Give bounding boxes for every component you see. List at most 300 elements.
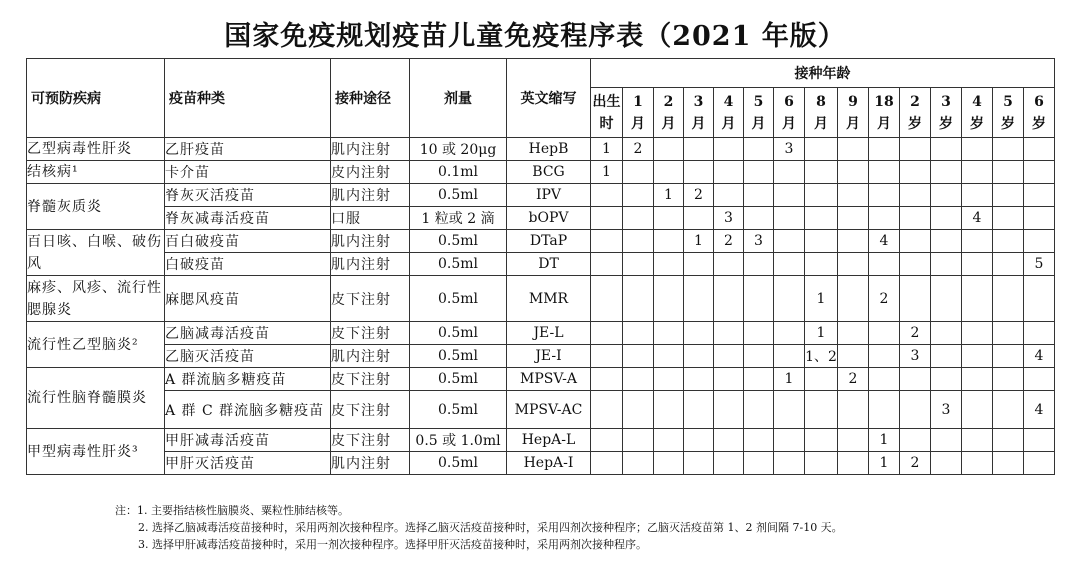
route-cell: 皮内注射 bbox=[331, 161, 410, 184]
table-row bbox=[27, 276, 1055, 322]
dose-schedule-cell: 3 bbox=[774, 138, 805, 161]
vaccine-cell: 麻腮风疫苗 bbox=[165, 276, 331, 322]
disease-cell: 百日咳、白喉、破伤风 bbox=[27, 230, 165, 276]
dose-schedule-cell bbox=[744, 429, 774, 452]
dose-schedule-cell bbox=[591, 276, 623, 322]
dose-schedule-cell bbox=[744, 345, 774, 368]
header-age-9 bbox=[869, 88, 900, 138]
dose-schedule-cell bbox=[962, 452, 993, 475]
dose-schedule-cell bbox=[900, 276, 931, 322]
dose-schedule-cell bbox=[838, 322, 869, 345]
footnote-2: 2. 选择乙脑减毒活疫苗接种时，采用两剂次接种程序。选择乙脑灭活疫苗接种时，采用四剂次接种程序；乙脑灭活疫苗第 1、2 剂间隔 7-10 天。 bbox=[138, 521, 843, 534]
dose-schedule-cell bbox=[654, 452, 684, 475]
route-cell: 皮下注射 bbox=[331, 368, 410, 391]
route-cell: 肌内注射 bbox=[331, 253, 410, 276]
dose-schedule-cell bbox=[962, 429, 993, 452]
disease-cell: 流行性脑脊髓膜炎 bbox=[27, 368, 165, 429]
dose-schedule-cell bbox=[623, 161, 654, 184]
dose-schedule-cell bbox=[654, 345, 684, 368]
age-unit: 岁 bbox=[908, 115, 922, 132]
dose-schedule-cell: 2 bbox=[684, 184, 714, 207]
dose-schedule-cell bbox=[962, 138, 993, 161]
route-cell: 皮下注射 bbox=[331, 276, 410, 322]
dose-schedule-cell bbox=[838, 276, 869, 322]
header-age-group: 接种年龄 bbox=[591, 59, 1055, 88]
header-age-1 bbox=[623, 88, 654, 138]
header-age-6 bbox=[774, 88, 805, 138]
dose-cell: 0.5ml bbox=[410, 322, 507, 345]
dose-schedule-cell bbox=[684, 429, 714, 452]
disease-cell: 流行性乙型脑炎² bbox=[27, 322, 165, 368]
dose-schedule-cell bbox=[714, 184, 744, 207]
dose-schedule-cell bbox=[931, 345, 962, 368]
dose-schedule-cell bbox=[774, 322, 805, 345]
dose-schedule-cell bbox=[684, 345, 714, 368]
route-cell: 肌内注射 bbox=[331, 345, 410, 368]
disease-cell: 结核病¹ bbox=[27, 161, 165, 184]
table-row bbox=[27, 345, 1055, 368]
footnote-1: 注：1. 主要指结核性脑膜炎、粟粒性肺结核等。 bbox=[115, 504, 349, 517]
dose-schedule-cell bbox=[993, 138, 1024, 161]
dose-schedule-cell bbox=[744, 368, 774, 391]
dose-schedule-cell bbox=[654, 253, 684, 276]
dose-schedule-cell bbox=[900, 429, 931, 452]
age-value: 6 bbox=[1034, 93, 1044, 110]
dose-schedule-cell bbox=[684, 322, 714, 345]
dose-schedule-cell bbox=[591, 345, 623, 368]
dose-cell: 0.5ml bbox=[410, 391, 507, 429]
table-row bbox=[27, 207, 1055, 230]
dose-schedule-cell: 3 bbox=[931, 391, 962, 429]
dose-schedule-cell bbox=[869, 391, 900, 429]
dose-schedule-cell bbox=[900, 391, 931, 429]
dose-schedule-cell bbox=[869, 138, 900, 161]
header-vaccine: 疫苗种类 bbox=[165, 59, 331, 138]
dose-schedule-cell bbox=[805, 184, 838, 207]
dose-schedule-cell bbox=[900, 368, 931, 391]
route-cell: 肌内注射 bbox=[331, 452, 410, 475]
dose-schedule-cell bbox=[744, 207, 774, 230]
dose-schedule-cell bbox=[684, 253, 714, 276]
dose-cell: 0.5ml bbox=[410, 452, 507, 475]
dose-schedule-cell bbox=[869, 368, 900, 391]
header-age-13 bbox=[993, 88, 1024, 138]
dose-schedule-cell bbox=[684, 276, 714, 322]
vaccine-cell: 乙脑灭活疫苗 bbox=[165, 345, 331, 368]
dose-schedule-cell: 3 bbox=[744, 230, 774, 253]
dose-schedule-cell bbox=[591, 368, 623, 391]
disease-cell: 乙型病毒性肝炎 bbox=[27, 138, 165, 161]
dose-schedule-cell: 2 bbox=[714, 230, 744, 253]
dose-schedule-cell bbox=[623, 184, 654, 207]
dose-schedule-cell bbox=[623, 230, 654, 253]
table-row bbox=[27, 138, 1055, 161]
abbr-cell: bOPV bbox=[507, 207, 591, 230]
header-age-7 bbox=[805, 88, 838, 138]
dose-schedule-cell bbox=[838, 429, 869, 452]
age-unit: 月 bbox=[846, 115, 860, 132]
age-unit: 时 bbox=[599, 115, 614, 132]
dose-schedule-cell bbox=[654, 230, 684, 253]
dose-schedule-cell bbox=[591, 253, 623, 276]
dose-schedule-cell bbox=[654, 207, 684, 230]
dose-schedule-cell bbox=[993, 368, 1024, 391]
header-age-4 bbox=[714, 88, 744, 138]
dose-schedule-cell bbox=[654, 276, 684, 322]
dose-schedule-cell bbox=[993, 322, 1024, 345]
dose-schedule-cell bbox=[962, 230, 993, 253]
dose-schedule-cell: 4 bbox=[962, 207, 993, 230]
dose-schedule-cell bbox=[838, 161, 869, 184]
dose-cell: 0.5ml bbox=[410, 230, 507, 253]
age-unit: 月 bbox=[691, 115, 706, 132]
age-value: 6 bbox=[784, 93, 794, 110]
page-title: 国家免疫规划疫苗儿童免疫程序表（2021 年版） bbox=[224, 21, 846, 52]
dose-schedule-cell bbox=[1024, 276, 1055, 322]
dose-schedule-cell bbox=[805, 368, 838, 391]
dose-schedule-cell bbox=[591, 429, 623, 452]
dose-schedule-cell bbox=[714, 322, 744, 345]
dose-schedule-cell bbox=[993, 253, 1024, 276]
age-value: 5 bbox=[753, 93, 764, 110]
vaccine-cell: 卡介苗 bbox=[165, 161, 331, 184]
age-unit: 岁 bbox=[939, 115, 953, 132]
dose-schedule-cell bbox=[838, 452, 869, 475]
dose-schedule-cell bbox=[805, 138, 838, 161]
dose-schedule-cell bbox=[805, 161, 838, 184]
dose-schedule-cell bbox=[623, 368, 654, 391]
header-age-0 bbox=[591, 88, 623, 138]
abbr-cell: MMR bbox=[507, 276, 591, 322]
table-row bbox=[27, 368, 1055, 391]
dose-schedule-cell bbox=[591, 184, 623, 207]
dose-schedule-cell bbox=[744, 276, 774, 322]
dose-schedule-cell bbox=[931, 138, 962, 161]
dose-schedule-cell bbox=[805, 452, 838, 475]
vaccine-cell: A 群流脑多糖疫苗 bbox=[165, 368, 331, 391]
dose-schedule-cell bbox=[714, 161, 744, 184]
dose-schedule-cell bbox=[654, 391, 684, 429]
route-cell: 肌内注射 bbox=[331, 138, 410, 161]
dose-schedule-cell bbox=[869, 345, 900, 368]
dose-schedule-cell bbox=[931, 184, 962, 207]
dose-schedule-cell bbox=[623, 429, 654, 452]
dose-schedule-cell bbox=[654, 429, 684, 452]
dose-schedule-cell bbox=[591, 322, 623, 345]
header-route: 接种途径 bbox=[331, 59, 410, 138]
dose-schedule-cell bbox=[962, 345, 993, 368]
age-unit: 岁 bbox=[970, 115, 984, 132]
age-value: 5 bbox=[1003, 93, 1013, 110]
dose-schedule-cell: 4 bbox=[1024, 345, 1055, 368]
dose-schedule-cell bbox=[962, 161, 993, 184]
dose-schedule-cell bbox=[774, 391, 805, 429]
dose-schedule-cell: 1 bbox=[869, 452, 900, 475]
dose-schedule-cell bbox=[623, 253, 654, 276]
dose-schedule-cell: 5 bbox=[1024, 253, 1055, 276]
dose-schedule-cell bbox=[591, 452, 623, 475]
disease-cell: 脊髓灰质炎 bbox=[27, 184, 165, 230]
age-value: 1 bbox=[633, 93, 643, 110]
header-abbr: 英文缩写 bbox=[507, 59, 591, 138]
dose-schedule-cell bbox=[1024, 322, 1055, 345]
dose-schedule-cell bbox=[654, 161, 684, 184]
table-row bbox=[27, 322, 1055, 345]
dose-schedule-cell: 1 bbox=[684, 230, 714, 253]
dose-schedule-cell bbox=[714, 368, 744, 391]
dose-cell: 0.5ml bbox=[410, 368, 507, 391]
dose-schedule-cell bbox=[838, 207, 869, 230]
route-cell: 皮下注射 bbox=[331, 429, 410, 452]
dose-schedule-cell bbox=[591, 207, 623, 230]
dose-schedule-cell bbox=[838, 253, 869, 276]
dose-schedule-cell bbox=[993, 345, 1024, 368]
dose-schedule-cell bbox=[993, 276, 1024, 322]
route-cell: 肌内注射 bbox=[331, 230, 410, 253]
dose-schedule-cell bbox=[684, 161, 714, 184]
table-row bbox=[27, 253, 1055, 276]
dose-schedule-cell bbox=[931, 253, 962, 276]
dose-schedule-cell bbox=[774, 276, 805, 322]
vaccine-cell: A 群 C 群流脑多糖疫苗 bbox=[165, 391, 331, 429]
dose-schedule-cell bbox=[931, 161, 962, 184]
dose-schedule-cell: 1 bbox=[805, 276, 838, 322]
abbr-cell: HepB bbox=[507, 138, 591, 161]
dose-schedule-cell: 3 bbox=[900, 345, 931, 368]
age-value: 4 bbox=[972, 93, 982, 110]
table-row bbox=[27, 161, 1055, 184]
abbr-cell: JE-I bbox=[507, 345, 591, 368]
dose-schedule-cell bbox=[591, 230, 623, 253]
dose-schedule-cell: 2 bbox=[838, 368, 869, 391]
dose-cell: 10 或 20μg bbox=[410, 138, 507, 161]
dose-schedule-cell bbox=[774, 161, 805, 184]
header-age-14 bbox=[1024, 88, 1055, 138]
dose-schedule-cell: 2 bbox=[623, 138, 654, 161]
dose-schedule-cell: 1 bbox=[774, 368, 805, 391]
header-disease: 可预防疾病 bbox=[27, 59, 165, 138]
dose-schedule-cell bbox=[623, 322, 654, 345]
dose-schedule-cell bbox=[838, 184, 869, 207]
disease-cell: 甲型病毒性肝炎³ bbox=[27, 429, 165, 475]
dose-schedule-cell bbox=[962, 253, 993, 276]
header-dose: 剂量 bbox=[410, 59, 507, 138]
dose-schedule-cell bbox=[623, 276, 654, 322]
dose-schedule-cell bbox=[744, 253, 774, 276]
dose-schedule-cell bbox=[805, 230, 838, 253]
route-cell: 口服 bbox=[331, 207, 410, 230]
dose-schedule-cell bbox=[993, 184, 1024, 207]
dose-schedule-cell bbox=[744, 184, 774, 207]
dose-schedule-cell bbox=[805, 207, 838, 230]
table-row bbox=[27, 391, 1055, 429]
dose-schedule-cell: 1 bbox=[805, 322, 838, 345]
header-age-3 bbox=[684, 88, 714, 138]
vaccine-cell: 白破疫苗 bbox=[165, 253, 331, 276]
dose-schedule-cell bbox=[1024, 161, 1055, 184]
header-age-10 bbox=[900, 88, 931, 138]
disease-cell: 麻疹、风疹、流行性腮腺炎 bbox=[27, 276, 165, 322]
age-unit: 岁 bbox=[1001, 115, 1015, 132]
dose-cell: 0.5ml bbox=[410, 345, 507, 368]
age-value: 9 bbox=[848, 93, 858, 110]
dose-schedule-cell bbox=[805, 253, 838, 276]
dose-schedule-cell bbox=[774, 253, 805, 276]
footnotes bbox=[115, 502, 843, 553]
dose-schedule-cell bbox=[805, 429, 838, 452]
dose-schedule-cell bbox=[1024, 138, 1055, 161]
dose-schedule-cell bbox=[744, 452, 774, 475]
dose-schedule-cell: 1 bbox=[869, 429, 900, 452]
dose-schedule-cell: 1 bbox=[591, 161, 623, 184]
dose-schedule-cell bbox=[654, 368, 684, 391]
route-cell: 皮下注射 bbox=[331, 391, 410, 429]
dose-schedule-cell bbox=[774, 452, 805, 475]
dose-schedule-cell bbox=[993, 429, 1024, 452]
dose-schedule-cell: 1 bbox=[591, 138, 623, 161]
abbr-cell: IPV bbox=[507, 184, 591, 207]
table-row bbox=[27, 230, 1055, 253]
dose-schedule-cell bbox=[1024, 230, 1055, 253]
dose-schedule-cell bbox=[1024, 452, 1055, 475]
dose-schedule-cell: 1 bbox=[654, 184, 684, 207]
age-unit: 月 bbox=[751, 115, 766, 132]
dose-schedule-cell bbox=[1024, 429, 1055, 452]
dose-schedule-cell bbox=[900, 207, 931, 230]
vaccine-cell: 脊灰减毒活疫苗 bbox=[165, 207, 331, 230]
dose-schedule-cell bbox=[993, 391, 1024, 429]
dose-schedule-cell bbox=[931, 452, 962, 475]
dose-schedule-cell bbox=[900, 138, 931, 161]
age-value: 4 bbox=[723, 93, 734, 110]
table-row bbox=[27, 452, 1055, 475]
age-unit: 月 bbox=[782, 115, 796, 132]
dose-cell: 0.5ml bbox=[410, 276, 507, 322]
dose-schedule-cell bbox=[774, 429, 805, 452]
dose-schedule-cell bbox=[774, 345, 805, 368]
dose-schedule-cell bbox=[1024, 368, 1055, 391]
vaccine-cell: 百白破疫苗 bbox=[165, 230, 331, 253]
dose-schedule-cell bbox=[1024, 207, 1055, 230]
age-unit: 月 bbox=[814, 115, 828, 132]
dose-schedule-cell bbox=[774, 207, 805, 230]
dose-schedule-cell bbox=[714, 276, 744, 322]
age-value: 2 bbox=[663, 93, 674, 110]
dose-schedule-cell bbox=[869, 161, 900, 184]
header-age-2 bbox=[654, 88, 684, 138]
dose-schedule-cell bbox=[993, 207, 1024, 230]
dose-schedule-cell bbox=[774, 184, 805, 207]
dose-cell: 0.1ml bbox=[410, 161, 507, 184]
route-cell: 肌内注射 bbox=[331, 184, 410, 207]
dose-schedule-cell: 3 bbox=[714, 207, 744, 230]
dose-schedule-cell bbox=[1024, 184, 1055, 207]
dose-schedule-cell bbox=[591, 391, 623, 429]
age-value: 2 bbox=[910, 93, 920, 110]
dose-schedule-cell bbox=[993, 161, 1024, 184]
vaccine-cell: 乙肝疫苗 bbox=[165, 138, 331, 161]
dose-schedule-cell: 2 bbox=[869, 276, 900, 322]
dose-schedule-cell bbox=[962, 184, 993, 207]
dose-schedule-cell bbox=[744, 161, 774, 184]
dose-schedule-cell bbox=[900, 253, 931, 276]
dose-schedule-cell bbox=[900, 230, 931, 253]
dose-schedule-cell bbox=[684, 138, 714, 161]
dose-cell: 0.5 或 1.0ml bbox=[410, 429, 507, 452]
dose-schedule-cell bbox=[869, 207, 900, 230]
age-unit: 岁 bbox=[1032, 115, 1046, 132]
dose-cell: 0.5ml bbox=[410, 184, 507, 207]
age-value: 18 bbox=[874, 93, 894, 110]
dose-schedule-cell bbox=[684, 391, 714, 429]
age-value: 8 bbox=[816, 93, 826, 110]
dose-schedule-cell bbox=[714, 253, 744, 276]
dose-cell: 0.5ml bbox=[410, 253, 507, 276]
dose-schedule-cell: 2 bbox=[900, 322, 931, 345]
abbr-cell: DT bbox=[507, 253, 591, 276]
dose-schedule-cell bbox=[714, 391, 744, 429]
dose-schedule-cell bbox=[623, 345, 654, 368]
abbr-cell: HepA-I bbox=[507, 452, 591, 475]
dose-schedule-cell bbox=[931, 207, 962, 230]
abbr-cell: DTaP bbox=[507, 230, 591, 253]
dose-schedule-cell bbox=[714, 345, 744, 368]
dose-schedule-cell bbox=[931, 322, 962, 345]
vaccine-cell: 脊灰灭活疫苗 bbox=[165, 184, 331, 207]
dose-schedule-cell bbox=[654, 322, 684, 345]
dose-schedule-cell bbox=[774, 230, 805, 253]
dose-schedule-cell bbox=[838, 391, 869, 429]
dose-schedule-cell bbox=[900, 184, 931, 207]
dose-schedule-cell bbox=[623, 207, 654, 230]
dose-schedule-cell bbox=[714, 138, 744, 161]
age-value: 3 bbox=[941, 93, 951, 110]
footnote-3: 3. 选择甲肝减毒活疫苗接种时，采用一剂次接种程序。选择甲肝灭活疫苗接种时，采用两剂次接种程序。 bbox=[138, 538, 647, 551]
abbr-cell: BCG bbox=[507, 161, 591, 184]
dose-schedule-cell bbox=[838, 138, 869, 161]
header-age-11 bbox=[931, 88, 962, 138]
dose-schedule-cell bbox=[623, 391, 654, 429]
dose-schedule-cell bbox=[744, 391, 774, 429]
age-value: 出生 bbox=[592, 93, 621, 110]
route-cell: 皮下注射 bbox=[331, 322, 410, 345]
dose-cell: 1 粒或 2 滴 bbox=[410, 207, 507, 230]
dose-schedule-cell bbox=[869, 322, 900, 345]
dose-schedule-cell bbox=[684, 368, 714, 391]
dose-schedule-cell bbox=[900, 161, 931, 184]
vaccine-cell: 甲肝减毒活疫苗 bbox=[165, 429, 331, 452]
abbr-cell: HepA-L bbox=[507, 429, 591, 452]
dose-schedule-cell bbox=[623, 452, 654, 475]
dose-schedule-cell bbox=[931, 230, 962, 253]
table-row bbox=[27, 429, 1055, 452]
dose-schedule-cell bbox=[931, 368, 962, 391]
dose-schedule-cell bbox=[931, 429, 962, 452]
dose-schedule-cell bbox=[684, 452, 714, 475]
age-unit: 月 bbox=[721, 115, 736, 132]
immunization-schedule-table bbox=[26, 58, 1055, 475]
dose-schedule-cell bbox=[805, 391, 838, 429]
dose-schedule-cell bbox=[838, 230, 869, 253]
dose-schedule-cell bbox=[744, 322, 774, 345]
abbr-cell: MPSV-AC bbox=[507, 391, 591, 429]
table-row bbox=[27, 184, 1055, 207]
age-unit: 月 bbox=[661, 115, 676, 132]
dose-schedule-cell bbox=[714, 429, 744, 452]
dose-schedule-cell: 4 bbox=[1024, 391, 1055, 429]
dose-schedule-cell bbox=[962, 322, 993, 345]
header-age-8 bbox=[838, 88, 869, 138]
